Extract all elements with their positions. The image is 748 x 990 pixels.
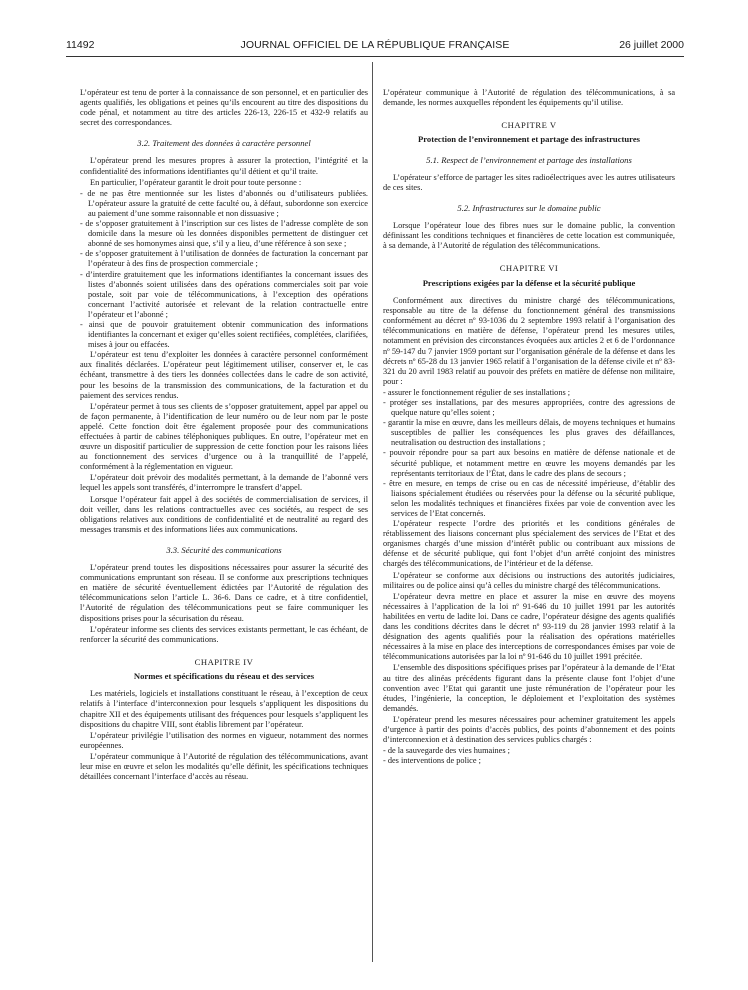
paragraph: L’opérateur est tenu d’exploiter les données à caractère personnel conformément aux finalités déclarées. L’opérateur peut légitimement utiliser, conserver et, le cas échéant, transmettre à des tiers les données collectées dans le cadre de son activité, pour les besoins de la transmission des communications, de la facturation et du paiement des services rendus.: [80, 350, 368, 400]
paragraph: L’opérateur prend les mesures propres à assurer la protection, l’intégrité et la confidentialité des informations identifiantes qu’il détient et qu’il traite.: [80, 156, 368, 176]
list-item: - de la sauvegarde des vies humaines ;: [383, 746, 675, 756]
defense-measures-list: [383, 388, 675, 519]
paragraph: Lorsque l’opérateur loue des fibres nues sur le domaine public, la convention définissant les conditions techniques et financières de cette location est communiquée, à sa demande, à l’Autorité de régulation des télécommunications.: [383, 221, 675, 251]
page-header: [66, 38, 684, 52]
paragraph: Conformément aux directives du ministre chargé des télécommunications, responsable au titre de la défense du fonctionnement général des transmissions conformément au décret nº 93-1036 du 2 septembre 1993 relatif à l’organisation des télécommunications en matière de défense, l’opérateur prend les mesures utiles, notamment en prévision des circonstances évoquées aux articles 2 et 6 de l’ordonnance nº 59-147 du 7 janvier 1959 portant sur l’organisation générale de la défense et dans les décrets nº 65-28 du 13 janvier 1965 relatif à l’organisation de la défense civile et nº 83-321 du 20 avril 1983 relatif au pouvoir des préfets en matière de défense non militaire, pour :: [383, 296, 675, 386]
list-item: - ainsi que de pouvoir gratuitement obtenir communication des informations identifiantes la concernant et exiger qu’elles soient rectifiées, complétées, clarifiées, mises à jour ou effacées.: [80, 320, 368, 350]
list-item: - pouvoir répondre pour sa part aux besoins en matière de défense nationale et de sécurité publique, et notamment mettre en œuvre les moyens demandés par les représentants territoriaux de l’État, dans le cadre des plans de secours ;: [383, 448, 675, 478]
list-item: - d’interdire gratuitement que les informations identifiantes la concernant issues des listes d’abonnés soient utilisées dans des opérations commerciales soit par voie postale, soit par voie de télécommunications, à l’exception des opérations concernant l’activité autorisée et relevant de la relation contractuelle entre l’opérateur et l’abonné ;: [80, 270, 368, 320]
list-item: - des interventions de police ;: [383, 756, 675, 766]
journal-title: JOURNAL OFFICIEL DE LA RÉPUBLIQUE FRANÇAISE: [240, 39, 510, 51]
chapter-heading: CHAPITRE V: [501, 120, 557, 131]
chapter-title: Normes et spécifications du réseau et des services: [133, 670, 315, 681]
paragraph: L’opérateur se conforme aux décisions ou instructions des autorités judiciaires, militaires ou de police ainsi qu’à celles du ministre chargé des télécommunications.: [383, 570, 675, 590]
emergency-services-list: [383, 746, 675, 766]
list-item: - assurer le fonctionnement régulier de ses installations ;: [383, 388, 675, 398]
header-rule: [66, 56, 684, 57]
left-column: [80, 88, 368, 783]
right-column: [383, 88, 675, 766]
chapter-heading: CHAPITRE VI: [499, 263, 559, 274]
paragraph: Les matériels, logiciels et installations constituant le réseau, à l’exception de ceux relatifs à l’interface d’interconnexion pour lesquels s’appliquent les dispositions du chapitre XII et des équipements utilisant des fréquences pour lesquels s’appliquent les dispositions du chapitre VIII, sont établis librement par l’opérateur.: [80, 689, 368, 729]
page-number: 11492: [66, 39, 95, 51]
paragraph: L’opérateur communique à l’Autorité de régulation des télécommunications, à sa demande, les normes auxquelles répondent les équipements qu’il utilise.: [383, 88, 675, 108]
list-item: - de s’opposer gratuitement à l’inscription sur ces listes de l’adresse complète de son domicile dans la mesure où les données disponibles permettent de distinguer cet abonné de ses homonymes ainsi que, s’il y a lieu, d’une référence à son sexe ;: [80, 219, 368, 249]
paragraph: L’opérateur privilégie l’utilisation des normes en vigueur, notamment des normes européennes.: [80, 730, 368, 750]
list-item: - de s’opposer gratuitement à l’utilisation de données de facturation la concernant par l’opérateur à des fins de prospection commerciale ;: [80, 249, 368, 269]
paragraph: Lorsque l’opérateur fait appel à des sociétés de commercialisation de services, il doit veiller, dans les relations contractuelles avec ces sociétés, au respect de ses obligations relatives aux conditions de confidentialité et de neutralité au regard des messages transmis et des informations liées aux communications.: [80, 494, 368, 534]
paragraph: L’opérateur informe ses clients des services existants permettant, le cas échéant, de renforcer la sécurité des communications.: [80, 624, 368, 644]
issue-date: 26 juillet 2000: [619, 39, 684, 51]
paragraph: L’opérateur s’efforce de partager les sites radioélectriques avec les autres utilisateurs de ces sites.: [383, 172, 675, 192]
rights-list: [80, 189, 368, 351]
paragraph: L’opérateur est tenu de porter à la connaissance de son personnel, et en particulier des agents qualifiés, les obligations et peines qu’ils encourent au titre des dispositions du code pénal, et notamment au titre des articles 226-13, 226-15 et 432-9 relatifs au secret des correspondances.: [80, 88, 368, 128]
paragraph: L’opérateur respecte l’ordre des priorités et les conditions générales de rétablissement des liaisons concernant plus spécialement des services de l’Etat et des organismes chargés d’une mission d’intérêt public ou contribuant aux missions de défense et de sécurité publique, qui font l’objet d’un arrêté conjoint des ministres chargés des télécommunications, de l’intérieur et de la défense.: [383, 519, 675, 569]
paragraph: L’opérateur prend les mesures nécessaires pour acheminer gratuitement les appels d’urgence à partir des points d’accès publics, des points d’abonnement et des points d’interconnexion et à destination des services publics chargés :: [383, 714, 675, 745]
section-heading: 5.2. Infrastructures sur le domaine public: [457, 203, 601, 214]
chapter-title: Protection de l’environnement et partage des infrastructures: [418, 134, 640, 145]
section-heading: 5.1. Respect de l’environnement et partage des installations: [426, 154, 632, 165]
list-item: - garantir la mise en œuvre, dans les meilleurs délais, de moyens techniques et humains susceptibles de pallier les conséquences les plus graves des défaillances, neutralisation ou destruction des installations ;: [383, 418, 675, 448]
paragraph: L’ensemble des dispositions spécifiques prises par l’opérateur à la demande de l’Etat au titre des alinéas précédents figurant dans la présente clause font l’objet d’une convention avec l’Etat qui garantit une juste rémunération de l’opérateur pour les études, l’ingénierie, la conception, le déploiement et l’exploitation des systèmes demandés.: [383, 663, 675, 713]
section-heading: 3.2. Traitement des données à caractère personnel: [137, 138, 311, 149]
list-item: - protéger ses installations, par des mesures appropriées, contre des agressions de quelque nature qu’elles soient ;: [383, 398, 675, 418]
paragraph: L’opérateur devra mettre en place et assurer la mise en œuvre des moyens nécessaires à l’application de la loi nº 91-646 du 10 juillet 1991 par les autorités habilitées en vertu de ladite loi. Dans ce cadre, l’opérateur désigne des agents qualifiés dans les conditions décrites dans le décret nº 93-119 du 28 janvier 1993 relatif à la désignation des agents qualifiés pour la réalisation des opérations matérielles nécessaires à la mise en place des interceptions de correspondances émises par voie de télécommunications autorisées par la loi nº 91-646 du 10 juillet 1991 précitée.: [383, 591, 675, 662]
column-divider: [372, 62, 373, 962]
chapter-heading: CHAPITRE IV: [194, 656, 254, 667]
section-heading: 3.3. Sécurité des communications: [166, 544, 282, 555]
list-item: - de ne pas être mentionnée sur les listes d’abonnés ou d’utilisateurs publiées. L’opérateur assure la gratuité de cette faculté ou, à défaut, subordonne son exercice au paiement d’une somme raisonnable et non dissuasive ;: [80, 189, 368, 219]
paragraph: L’opérateur prend toutes les dispositions nécessaires pour assurer la sécurité des communications empruntant son réseau. Il se conforme aux prescriptions techniques en matière de sécurité éventuellement édictées par l’Autorité de régulation des télécommunications selon l’article L. 36-6. Dans ce cadre, et à titre confidentiel, l’Autorité de régulation des télécommunications peut se faire communiquer les dispositions prises pour la sécurisation du réseau.: [80, 563, 368, 623]
chapter-title: Prescriptions exigées par la défense et la sécurité publique: [422, 277, 636, 288]
list-item: - être en mesure, en temps de crise ou en cas de nécessité impérieuse, d’établir des liaisons spécialement étudiées ou réservées pour la défense ou la sécurité publique, selon les modalités techniques et financières fixées par voie de convention avec les services de l’Etat concernés.: [383, 479, 675, 519]
paragraph: L’opérateur communique à l’Autorité de régulation des télécommunications, avant leur mise en œuvre et selon les modalités qu’elle définit, les spécifications techniques détaillées concernant l’interface d’accès au réseau.: [80, 751, 368, 782]
paragraph: En particulier, l’opérateur garantit le droit pour toute personne :: [90, 177, 302, 187]
paragraph: L’opérateur doit prévoir des modalités permettant, à la demande de l’abonné vers lequel les appels sont transférés, d’interrompre le transfert d’appel.: [80, 473, 368, 493]
paragraph: L’opérateur permet à tous ses clients de s’opposer gratuitement, appel par appel ou de façon permanente, à l’identification de leur numéro ou de leur nom par le poste appelé. Cette fonction doit être également proposée pour des communications effectuées à partir de cabines téléphoniques publiques. En outre, l’opérateur met en œuvre un dispositif particulier de suppression de cette fonction pour les raisons liées au fonctionnement des services d’urgence ou à la tranquillité de l’appelé, conformément à la réglementation en vigueur.: [80, 401, 368, 472]
